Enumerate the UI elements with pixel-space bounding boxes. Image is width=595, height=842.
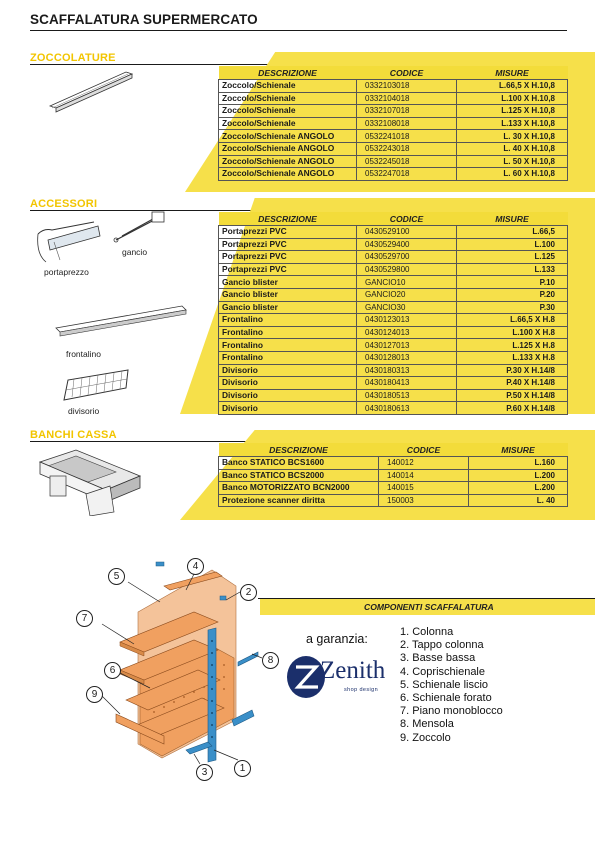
cell-codice: 0532247018 <box>357 168 457 181</box>
cell-descrizione: Banco MOTORIZZATO BCN2000 <box>219 482 379 495</box>
caption-divisorio: divisorio <box>68 406 100 416</box>
cell-codice: 0430529700 <box>357 251 457 264</box>
table-row <box>219 130 568 143</box>
col-header-misure: MISURE <box>469 443 568 457</box>
cell-codice: GANCIO30 <box>357 301 457 314</box>
cell-misure: L.66,5 <box>457 226 568 239</box>
cell-codice: 150003 <box>379 494 469 507</box>
zenith-logo <box>286 653 390 703</box>
callout-4: 4 <box>187 558 204 575</box>
cell-descrizione: Frontalino <box>219 351 357 364</box>
table-row <box>219 238 568 251</box>
cell-misure: L. 60 X H.10,8 <box>457 168 568 181</box>
cell-codice: 0430529400 <box>357 238 457 251</box>
cell-misure: P.40 X H.14/8 <box>457 377 568 390</box>
cell-descrizione: Divisorio <box>219 364 357 377</box>
table-row <box>219 389 568 402</box>
cell-codice: 0532245018 <box>357 155 457 168</box>
cell-descrizione: Zoccolo/Schienale <box>219 117 357 130</box>
cell-misure: P.20 <box>457 288 568 301</box>
col-header-descrizione: DESCRIZIONE <box>219 212 357 226</box>
caption-portaprezzo: portaprezzo <box>44 267 89 277</box>
zenith-logo-text: Zenith <box>320 657 386 684</box>
caption-frontalino: frontalino <box>66 349 101 359</box>
caption-gancio: gancio <box>122 247 148 257</box>
table-row <box>219 469 568 482</box>
accessori-table <box>218 212 568 415</box>
table-row <box>219 364 568 377</box>
cell-descrizione: Gancio blister <box>219 301 357 314</box>
cell-descrizione: Frontalino <box>219 326 357 339</box>
callout-8: 8 <box>262 652 279 669</box>
table-row <box>219 226 568 239</box>
componenti-item: 3. Basse bassa <box>400 652 476 665</box>
callout-3: 3 <box>196 764 213 781</box>
componenti-heading: COMPONENTI SCAFFALATURA <box>364 602 494 612</box>
cell-descrizione: Frontalino <box>219 314 357 327</box>
table-row <box>219 494 568 507</box>
callout-2: 2 <box>240 584 257 601</box>
cell-descrizione: Portaprezzi PVC <box>219 251 357 264</box>
cell-misure: L. 40 X H.10,8 <box>457 142 568 155</box>
cell-descrizione: Banco STATICO BCS1600 <box>219 457 379 470</box>
section-label-zoccolature: ZOCCOLATURE <box>30 52 116 64</box>
table-row <box>219 263 568 276</box>
table-row <box>219 251 568 264</box>
cell-codice: 140014 <box>379 469 469 482</box>
cell-misure: P.30 <box>457 301 568 314</box>
cell-misure: L.133 X H.10,8 <box>457 117 568 130</box>
componenti-item: 9. Zoccolo <box>400 731 451 744</box>
cell-misure: L. 30 X H.10,8 <box>457 130 568 143</box>
table-row <box>219 402 568 415</box>
cell-codice: 0430529800 <box>357 263 457 276</box>
cell-codice: 0430123013 <box>357 314 457 327</box>
cell-descrizione: Portaprezzi PVC <box>219 263 357 276</box>
table-row <box>219 314 568 327</box>
cell-misure: P.50 X H.14/8 <box>457 389 568 402</box>
callout-1: 1 <box>234 760 251 777</box>
table-row <box>219 457 568 470</box>
cell-misure: L.125 <box>457 251 568 264</box>
cell-codice: 0430128013 <box>357 351 457 364</box>
cell-descrizione: Divisorio <box>219 377 357 390</box>
table-row <box>219 482 568 495</box>
cell-descrizione: Zoccolo/Schienale <box>219 92 357 105</box>
table-row <box>219 92 568 105</box>
banco-cassa-image <box>36 446 146 516</box>
cell-descrizione: Protezione scanner diritta <box>219 494 379 507</box>
cell-misure: L.133 X H.8 <box>457 351 568 364</box>
cell-misure: L.66,5 X H.8 <box>457 314 568 327</box>
table-row <box>219 351 568 364</box>
cell-codice: 140015 <box>379 482 469 495</box>
cell-descrizione: Banco STATICO BCS2000 <box>219 469 379 482</box>
componenti-item: 6. Schienale forato <box>400 692 492 705</box>
cell-misure: L.100 <box>457 238 568 251</box>
col-header-codice: CODICE <box>357 212 457 226</box>
callout-5: 5 <box>108 568 125 585</box>
portaprezzo-image <box>34 214 104 269</box>
componenti-list <box>400 626 503 745</box>
cell-misure: L.160 <box>469 457 568 470</box>
cell-descrizione: Frontalino <box>219 339 357 352</box>
table-row <box>219 288 568 301</box>
table-row <box>219 105 568 118</box>
cell-codice: 0430180413 <box>357 377 457 390</box>
gancio-image <box>108 210 168 250</box>
cell-misure: P.10 <box>457 276 568 289</box>
componenti-item: 5. Schienale liscio <box>400 678 489 691</box>
cell-misure: L.100 X H.10,8 <box>457 92 568 105</box>
componenti-item: 2. Tappo colonna <box>400 639 484 652</box>
componenti-item: 8. Mensola <box>400 718 454 731</box>
callout-9: 9 <box>86 686 103 703</box>
cell-codice: 0430127013 <box>357 339 457 352</box>
zenith-logo-sub: shop design <box>344 687 379 693</box>
cell-codice: 0532243018 <box>357 142 457 155</box>
cell-misure: L.200 <box>469 482 568 495</box>
divisorio-image <box>60 366 132 404</box>
cell-misure: L. 40 <box>469 494 568 507</box>
table-row <box>219 80 568 93</box>
cell-codice: 0430180513 <box>357 389 457 402</box>
cell-descrizione: Portaprezzi PVC <box>219 238 357 251</box>
cell-misure: L.125 X H.10,8 <box>457 105 568 118</box>
cell-descrizione: Zoccolo/Schienale ANGOLO <box>219 168 357 181</box>
cell-codice: 0332108018 <box>357 117 457 130</box>
col-header-descrizione: DESCRIZIONE <box>219 443 379 457</box>
cell-descrizione: Zoccolo/Schienale ANGOLO <box>219 155 357 168</box>
col-header-descrizione: DESCRIZIONE <box>219 66 357 80</box>
title-underline <box>30 30 567 31</box>
zoccolature-table <box>218 66 568 181</box>
section-label-accessori: ACCESSORI <box>30 198 98 210</box>
cell-descrizione: Divisorio <box>219 389 357 402</box>
cell-misure: P.30 X H.14/8 <box>457 364 568 377</box>
table-row <box>219 377 568 390</box>
frontalino-image <box>52 302 192 338</box>
cell-codice: 0430529100 <box>357 226 457 239</box>
zoccolo-image <box>48 68 138 118</box>
col-header-codice: CODICE <box>357 66 457 80</box>
table-row <box>219 326 568 339</box>
cell-codice: 0430180313 <box>357 364 457 377</box>
cell-descrizione: Zoccolo/Schienale ANGOLO <box>219 130 357 143</box>
page-title: SCAFFALATURA SUPERMERCATO <box>30 12 258 27</box>
cell-codice: 0430124013 <box>357 326 457 339</box>
cell-misure: L.66,5 X H.10,8 <box>457 80 568 93</box>
cell-misure: L.125 X H.8 <box>457 339 568 352</box>
table-row <box>219 276 568 289</box>
cell-codice: 0430180613 <box>357 402 457 415</box>
table-row <box>219 168 568 181</box>
cell-misure: L.100 X H.8 <box>457 326 568 339</box>
cell-descrizione: Gancio blister <box>219 276 357 289</box>
cell-misure: P.60 X H.14/8 <box>457 402 568 415</box>
col-header-codice: CODICE <box>379 443 469 457</box>
banchi-cassa-table <box>218 443 568 507</box>
cell-codice: 0332107018 <box>357 105 457 118</box>
componenti-item: 4. Coprischienale <box>400 665 485 678</box>
col-header-misure: MISURE <box>457 212 568 226</box>
callout-7: 7 <box>76 610 93 627</box>
table-row <box>219 339 568 352</box>
cell-codice: 0532241018 <box>357 130 457 143</box>
col-header-misure: MISURE <box>457 66 568 80</box>
table-row <box>219 142 568 155</box>
componenti-item: 1. Colonna <box>400 626 454 638</box>
table-row <box>219 155 568 168</box>
cell-codice: 140012 <box>379 457 469 470</box>
cell-descrizione: Divisorio <box>219 402 357 415</box>
cell-descrizione: Zoccolo/Schienale <box>219 80 357 93</box>
componenti-item: 7. Piano monoblocco <box>400 705 503 718</box>
cell-descrizione: Gancio blister <box>219 288 357 301</box>
cell-descrizione: Zoccolo/Schienale ANGOLO <box>219 142 357 155</box>
section-label-banchi-cassa: BANCHI CASSA <box>30 429 117 441</box>
table-row <box>219 301 568 314</box>
cell-misure: L.133 <box>457 263 568 276</box>
cell-misure: L. 50 X H.10,8 <box>457 155 568 168</box>
cell-descrizione: Portaprezzi PVC <box>219 226 357 239</box>
cell-codice: GANCIO10 <box>357 276 457 289</box>
table-row <box>219 117 568 130</box>
cell-codice: GANCIO20 <box>357 288 457 301</box>
callout-6: 6 <box>104 662 121 679</box>
cell-codice: 0332103018 <box>357 80 457 93</box>
cell-codice: 0332104018 <box>357 92 457 105</box>
garanzia-text: a garanzia: <box>306 632 368 646</box>
cell-descrizione: Zoccolo/Schienale <box>219 105 357 118</box>
cell-misure: L.200 <box>469 469 568 482</box>
